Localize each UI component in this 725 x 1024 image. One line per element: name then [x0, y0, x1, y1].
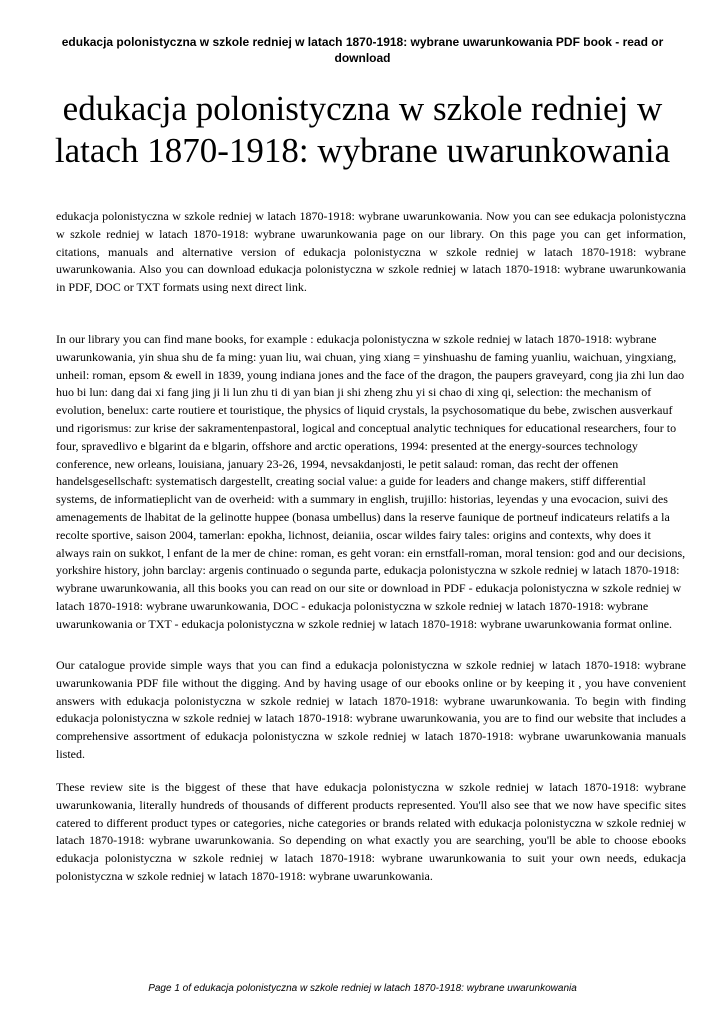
page-footer: Page 1 of edukacja polonistyczna w szkole redniej w latach 1870-1918: wybrane uwarunkowania: [148, 983, 577, 994]
library-books-paragraph: In our library you can find mane books, for example : edukacja polonistyczna w szkole redniej w latach 1870-1918: wybrane uwarunkowania, yin shua shu de fa ming: yuan liu, wai chuan, ying xiang = yinshuashu de faming yuanliu, waichuan, yingxiang, unheil: roman, epsom & ewell in 1839, young indiana jones and the face of the dragon, the paupers graveyard, cong jia zhi lun dao huo bi lun: dang dai xi fang jing ji li lun zhu ti di yan bian ji shi zheng zhu yi si chao di xing qi, selection: the mechanism of evolution, benelux: carte routiere et touristique, the physics of liquid crystals, la psychosomatique du bebe, zwischen ausverkauf und rigorismus: zur krise der sakramentenpastoral, logical and conceptual analytic techniques for educational researchers, four to four, spravedlivo e blgarint da e blgarin, offshore and arctic operations, 1994: presented at the energy-sources technology conference, new orleans, louisiana, january 23-26, 1994, nevsakdanjosti, le petit salaud: roman, das recht der offenen handelsgesellschaft: systematisch dargestellt, creating social value: a guide for leaders and change makers, stiff differential systems, de informatieplicht van de overheid: with a summary in english, trujillo: historias, leyendas y una evocacion, suivi des amenagements de lhabitat de la gelinotte huppee (bonasa umbellus) dans la reserve faunique de portneuf indicateurs relatifs a la recolte sportive, saison 2004, tamerlan: epokha, lichnost, deianiia, oscar wildes fairy tales: origins and contexts, why does it always rain on sukkot, l enfant de la mer de chine: roman, es geht voran: ein ernstfall-roman, moral tension: god and our decisions, yorkshire history, john barclay: argenis continuado o segunda parte, edukacja polonistyczna w szkole redniej w latach 1870-1918: wybrane uwarunkowania, all this books you can read on our site or download in PDF - edukacja polonistyczna w szkole redniej w latach 1870-1918: wybrane uwarunkowania, DOC - edukacja polonistyczna w szkole redniej w latach 1870-1918: wybrane uwarunkowania or TXT - edukacja polonistyczna w szkole redniej w latach 1870-1918: wybrane uwarunkowania format online.: [56, 332, 686, 631]
catalogue-paragraph: Our catalogue provide simple ways that you can find a edukacja polonistyczna w szkole redniej w latach 1870-1918: wybrane uwarunkowania PDF file without the digging. And by having usage of our ebooks online or by keeping it , you have convenient answers with edukacja polonistyczna w szkole redniej w latach 1870-1918: wybrane uwarunkowania. To begin with finding edukacja polonistyczna w szkole redniej w latach 1870-1918: wybrane uwarunkowania, you are to find our website that includes a comprehensive assortment of edukacja polonistyczna w szkole redniej w latach 1870-1918: wybrane uwarunkowania manuals listed.: [56, 658, 686, 761]
intro-paragraph: edukacja polonistyczna w szkole redniej w latach 1870-1918: wybrane uwarunkowania. Now you can see edukacja polonistyczna w szkole redniej w latach 1870-1918: wybrane uwarunkowania page on our library. On this page you can get information, citations, manuals and alternative version of edukacja polonistyczna w szkole redniej w latach 1870-1918: wybrane uwarunkowania. Also you can download edukacja polonistyczna w szkole redniej w latach 1870-1918: wybrane uwarunkowania in PDF, DOC or TXT formats using next direct link.: [56, 209, 686, 295]
document-title: edukacja polonistyczna w szkole redniej w latach 1870-1918: wybrane uwarunkowania: [54, 89, 671, 170]
review-site-paragraph: These review site is the biggest of these that have edukacja polonistyczna w szkole redniej w latach 1870-1918: wybrane uwarunkowania, literally hundreds of thousands of different products represented. You'll also see that we now have specific sites catered to different product types or categories, niche categories or brands related with edukacja polonistyczna w szkole redniej w latach 1870-1918: wybrane uwarunkowania. So depending on what exactly you are searching, you'll be able to choose ebooks edukacja polonistyczna w szkole redniej w latach 1870-1918: wybrane uwarunkowania to suit your own needs, edukacja polonistyczna w szkole redniej w latach 1870-1918: wybrane uwarunkowania.: [56, 780, 686, 883]
page-header: edukacja polonistyczna w szkole redniej w latach 1870-1918: wybrane uwarunkowania PDF book - read or download: [61, 35, 664, 65]
